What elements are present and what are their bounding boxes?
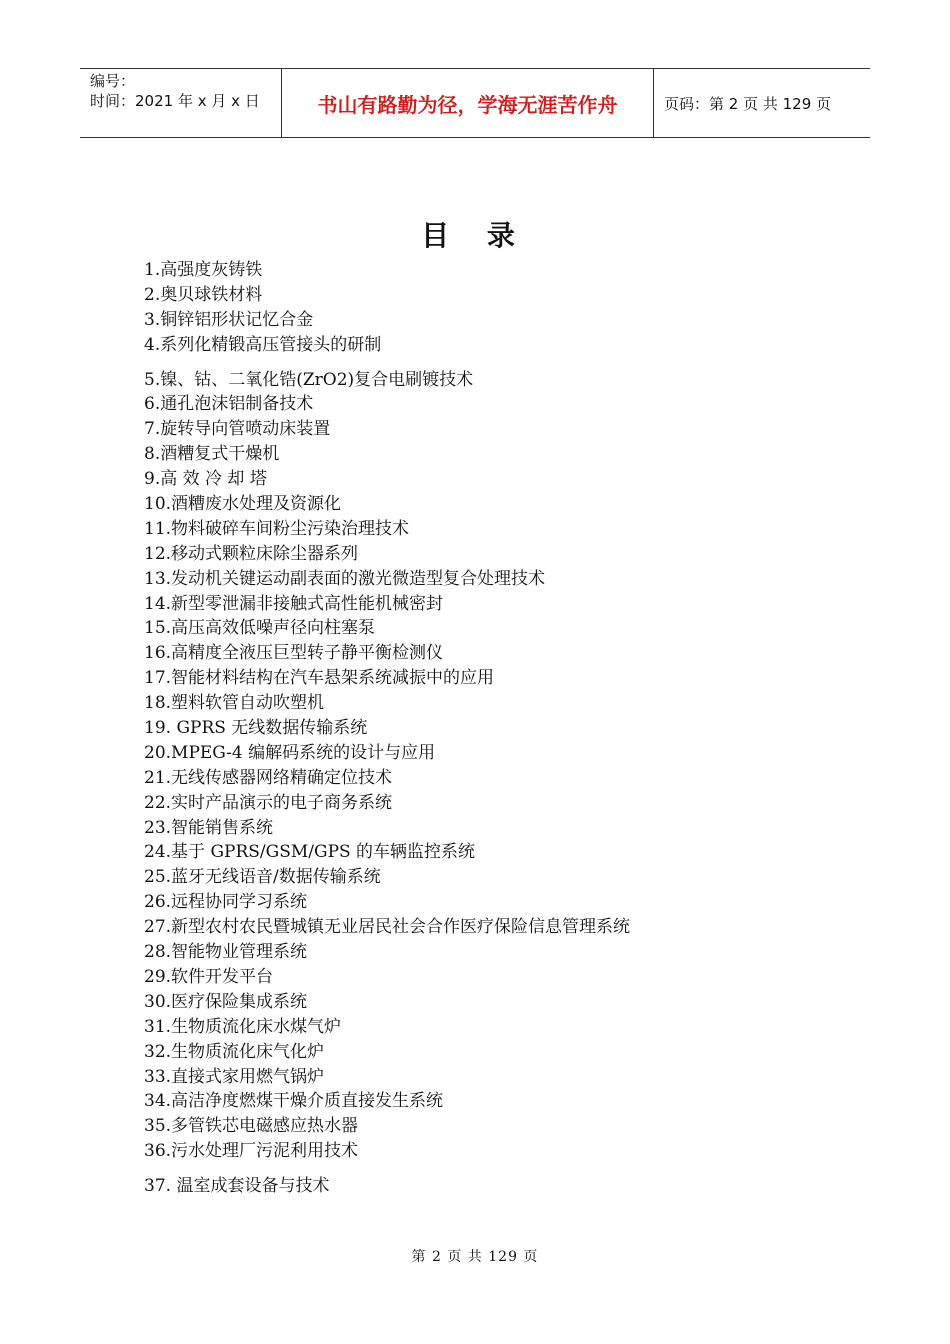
page-title: 目 录 xyxy=(421,219,529,252)
toc-item: 24.基于 GPRS/GSM/GPS 的车辆监控系统 xyxy=(144,842,476,863)
number-label: 编号： xyxy=(90,72,136,90)
toc-item: 5.镍、钴、二氧化锆(ZrO2)复合电刷镀技术 xyxy=(144,369,474,390)
toc-item: 20.MPEG-4 编解码系统的设计与应用 xyxy=(144,742,436,763)
toc-item: 8.酒糟复式干燥机 xyxy=(144,444,280,465)
header-meta xyxy=(80,69,282,137)
toc-item: 15.高压高效低噪声径向柱塞泵 xyxy=(144,618,376,639)
table-of-contents xyxy=(144,258,630,1199)
toc-item: 26.远程协同学习系统 xyxy=(144,892,308,913)
toc-item: 27.新型农村农民暨城镇无业居民社会合作医疗保险信息管理系统 xyxy=(144,917,631,938)
toc-item: 37. 温室成套设备与技术 xyxy=(144,1176,330,1197)
toc-item: 17.智能材料结构在汽车悬架系统减振中的应用 xyxy=(144,668,495,689)
toc-item: 13.发动机关键运动副表面的激光微造型复合处理技术 xyxy=(144,568,546,589)
toc-item: 16.高精度全液压巨型转子静平衡检测仪 xyxy=(144,643,444,664)
toc-item: 12.移动式颗粒床除尘器系列 xyxy=(144,543,359,564)
toc-item: 30.医疗保险集成系统 xyxy=(144,991,308,1012)
toc-item: 11.物料破碎车间粉尘污染治理技术 xyxy=(144,518,410,539)
toc-item: 33.直接式家用燃气锅炉 xyxy=(144,1066,325,1087)
header-page-info: 页码：第 2 页 共 129 页 xyxy=(664,94,832,113)
toc-item: 18.塑料软管自动吹塑机 xyxy=(144,693,325,714)
toc-item: 1.高强度灰铸铁 xyxy=(144,260,263,280)
header-motto: 书山有路勤为径，学海无涯苦作舟 xyxy=(282,69,654,137)
toc-item: 31.生物质流化床水煤气炉 xyxy=(144,1016,342,1037)
toc-item: 19. GPRS 无线数据传输系统 xyxy=(144,718,368,739)
toc-item: 2.奥贝球铁材料 xyxy=(144,284,263,305)
toc-item: 36.污水处理厂污泥利用技术 xyxy=(144,1141,359,1162)
toc-item: 34.高洁净度燃煤干燥介质直接发生系统 xyxy=(144,1091,444,1112)
toc-item: 3.铜锌铝形状记忆合金 xyxy=(144,309,314,330)
time-label: 时间：2021 年 x 月 x 日 xyxy=(90,92,260,110)
toc-item: 32.生物质流化床气化炉 xyxy=(144,1041,325,1062)
toc-item: 35.多管铁芯电磁感应热水器 xyxy=(144,1116,359,1137)
toc-item: 29.软件开发平台 xyxy=(144,966,274,987)
toc-item: 7.旋转导向管喷动床装置 xyxy=(144,419,331,440)
toc-item: 4.系列化精锻高压管接头的研制 xyxy=(144,334,382,355)
page-header xyxy=(80,68,870,138)
toc-item: 9.高 效 冷 却 塔 xyxy=(144,469,267,490)
toc-item: 14.新型零泄漏非接触式高性能机械密封 xyxy=(144,593,444,614)
toc-item: 10.酒糟废水处理及资源化 xyxy=(144,494,342,515)
toc-item: 6.通孔泡沫铝制备技术 xyxy=(144,394,314,415)
page-footer: 第 2 页 共 129 页 xyxy=(411,1249,539,1265)
toc-item: 23.智能销售系统 xyxy=(144,817,274,838)
toc-item: 22.实时产品演示的电子商务系统 xyxy=(144,792,393,813)
toc-item: 28.智能物业管理系统 xyxy=(144,942,308,963)
toc-item: 25.蓝牙无线语音/数据传输系统 xyxy=(144,867,381,888)
toc-item: 21.无线传感器网络精确定位技术 xyxy=(144,767,393,788)
